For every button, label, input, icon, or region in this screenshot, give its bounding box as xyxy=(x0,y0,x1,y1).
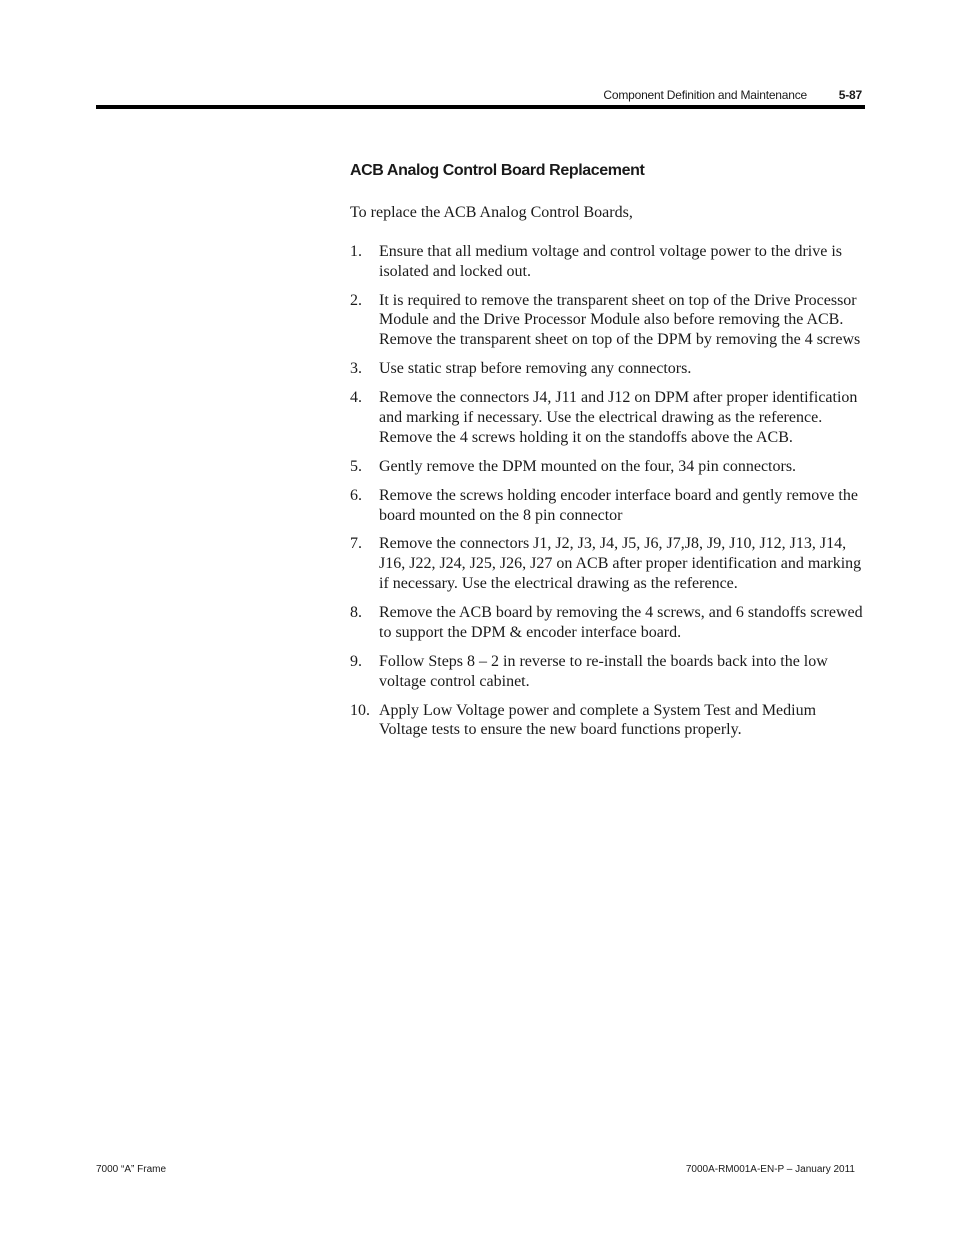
footer-product: 7000 “A” Frame xyxy=(96,1164,167,1175)
list-item xyxy=(350,242,865,282)
step-text: Gently remove the DPM mounted on the four, 34 pin connectors. xyxy=(379,457,797,475)
list-item xyxy=(350,388,865,447)
step-text: Remove the connectors J4, J11 and J12 on DPM after proper identification and marking if necessary. Use the electrical drawing as the reference. Remove the 4 screws holding it on the standoffs above the ACB. xyxy=(379,389,858,446)
intro-paragraph: To replace the ACB Analog Control Boards, xyxy=(350,204,633,221)
step-text: Use static strap before removing any connectors. xyxy=(379,360,692,378)
step-number: 8. xyxy=(350,604,362,622)
step-number: 5. xyxy=(350,457,362,475)
step-number: 1. xyxy=(350,242,362,260)
step-text: Remove the ACB board by removing the 4 screws, and 6 standoffs screwed to support the DPM & encoder interface board. xyxy=(379,604,863,641)
footer-publication: 7000A-RM001A-EN-P – January 2011 xyxy=(685,1164,855,1175)
step-number: 2. xyxy=(350,291,362,309)
header-rule xyxy=(96,105,865,109)
list-item xyxy=(350,359,865,379)
list-item xyxy=(350,652,865,692)
header-page-number: 5-87 xyxy=(838,88,862,102)
list-item xyxy=(350,603,865,643)
step-number: 4. xyxy=(350,389,362,407)
body-content xyxy=(350,203,865,749)
step-number: 9. xyxy=(350,652,362,670)
section-title: ACB Analog Control Board Replacement xyxy=(350,162,645,179)
list-item xyxy=(350,534,865,593)
step-text: Apply Low Voltage power and complete a System Test and Medium Voltage tests to ensure the new board functions properly. xyxy=(379,701,817,739)
step-number: 7. xyxy=(350,535,362,553)
list-item xyxy=(350,291,865,350)
step-number: 3. xyxy=(350,360,362,378)
running-header xyxy=(96,88,864,106)
step-text: Follow Steps 8 – 2 in reverse to re-install the boards back into the low voltage control cabinet. xyxy=(379,652,828,690)
header-section-title: Component Definition and Maintenance xyxy=(603,88,807,102)
step-number: 6. xyxy=(350,486,362,504)
step-text: It is required to remove the transparent sheet on top of the Drive Processor Module and the Drive Processor Module also before removing the ACB. Remove the transparent sheet on top of the DPM by removing the 4 screws xyxy=(379,291,861,349)
step-text: Remove the connectors J1, J2, J3, J4, J5, J6, J7,J8, J9, J10, J12, J13, J14, J16, J22, J24, J25, J26, J27 on ACB after proper identification and marking if necessary. Use the electrical drawing as the reference. xyxy=(379,535,862,593)
step-text: Ensure that all medium voltage and control voltage power to the drive is isolated and locked out. xyxy=(379,242,842,280)
step-text: Remove the screws holding encoder interface board and gently remove the board mounted on the 8 pin connector xyxy=(379,486,858,524)
list-item xyxy=(350,701,865,741)
list-item xyxy=(350,486,865,526)
steps-list xyxy=(350,242,865,740)
list-item xyxy=(350,457,865,477)
step-number: 10. xyxy=(350,701,370,719)
